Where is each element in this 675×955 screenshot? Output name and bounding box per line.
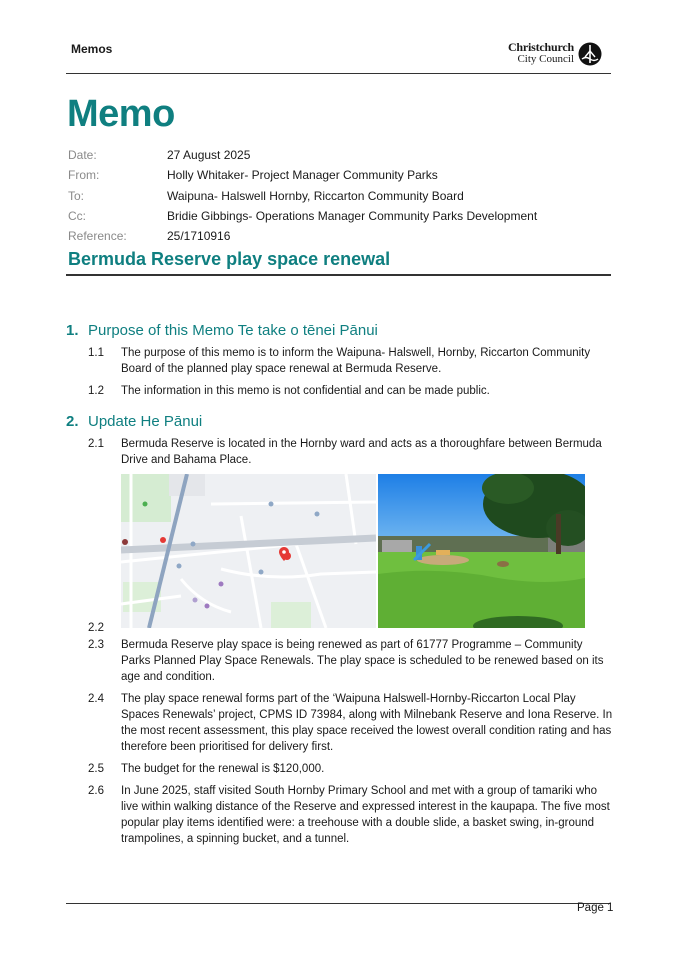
paragraph-number: 2.3: [88, 639, 104, 651]
paragraph-text: The purpose of this memo is to inform the Waipuna- Halswell, Hornby, Riccarton Community Board of the planned play space renewal at Bermuda Reserve.: [121, 347, 591, 375]
paragraph-1-1: [88, 345, 613, 377]
meta-date-key: Date:: [68, 148, 97, 162]
meta-reference-value: 25/1710916: [167, 229, 231, 243]
subject-divider: [66, 274, 611, 276]
paragraph-2-4: [88, 691, 613, 755]
location-map-image: [121, 474, 376, 628]
paragraph-2-6: [88, 783, 613, 847]
paragraph-2-1: [88, 436, 613, 468]
header-label: Memos: [71, 42, 113, 56]
paragraph-1-2: [88, 383, 613, 399]
christchurch-logo-icon: [578, 42, 602, 66]
photo-graphic: [378, 474, 585, 628]
council-logo: [496, 41, 602, 67]
meta-date-value: 27 August 2025: [167, 148, 251, 162]
paragraph-number: 2.5: [88, 763, 104, 775]
paragraph-number: 2.6: [88, 785, 104, 797]
paragraph-text: The play space renewal forms part of the ‘Waipuna Halswell-Hornby-Riccarton Local Play Spaces Renewals’ project, CPMS ID 73984, along with Milnebank Reserve and Iona Reserve. In the most recent assessment, this play space received the lowest overall condition rating and has therefore been prioritised for delivery first.: [121, 693, 613, 753]
paragraph-text: In June 2025, staff visited South Hornby Primary School and met with a group of tamariki who live within walking distance of the Reserve and expressed interest in the kaupapa. The five most popular play items identified were: a treehouse with a double slide, a basket swing, in-ground trampolines, a spinning bucket, and a tunnel.: [121, 785, 610, 845]
section-title: Update He Pānui: [88, 413, 203, 430]
section-number: 1.: [66, 322, 79, 339]
paragraph-text: Bermuda Reserve play space is being renewed as part of 61777 Programme – Community Parks Planned Play Space Renewals. The play space is scheduled to be renewed based on its age and condition.: [121, 639, 604, 683]
page-number: Page 1: [577, 902, 614, 914]
meta-cc-value: Bridie Gibbings- Operations Manager Community Parks Development: [167, 209, 538, 223]
paragraph-text: The budget for the renewal is $120,000.: [121, 763, 325, 775]
paragraph-number: 2.4: [88, 693, 104, 705]
logo-line-2: City Council: [517, 53, 574, 65]
logo-line-1: Christchurch: [507, 40, 574, 54]
paragraph-number: 2.2: [88, 622, 104, 634]
play-space-photo: [378, 474, 585, 628]
paragraph-number: 1.1: [88, 347, 104, 359]
paragraph-number: 1.2: [88, 385, 104, 397]
meta-from-value: Holly Whitaker- Project Manager Community Parks: [167, 168, 438, 182]
paragraph-text: Bermuda Reserve is located in the Hornby ward and acts as a thoroughfare between Bermuda Drive and Bahama Place.: [121, 438, 602, 466]
map-pin-icon: [279, 547, 289, 561]
map-graphic: [121, 474, 376, 628]
paragraph-2-3: [88, 637, 613, 685]
page-title: Memo: [67, 93, 175, 135]
footer-divider: [66, 903, 611, 904]
header-divider: [66, 73, 611, 74]
memo-subject: Bermuda Reserve play space renewal: [68, 249, 391, 269]
paragraph-number: 2.1: [88, 438, 104, 450]
section-heading-purpose: [66, 322, 378, 339]
paragraph-2-5: [88, 761, 613, 777]
meta-from-key: From:: [68, 168, 100, 182]
meta-reference-key: Reference:: [68, 229, 127, 243]
section-number: 2.: [66, 413, 79, 430]
meta-to-key: To:: [68, 189, 85, 203]
meta-to-value: Waipuna- Halswell Hornby, Riccarton Community Board: [167, 189, 464, 203]
paragraph-text: The information in this memo is not confidential and can be made public.: [121, 385, 490, 397]
section-heading-update: [66, 413, 202, 430]
meta-cc-key: Cc:: [68, 209, 86, 223]
section-title: Purpose of this Memo Te take o tēnei Pānui: [88, 322, 378, 339]
